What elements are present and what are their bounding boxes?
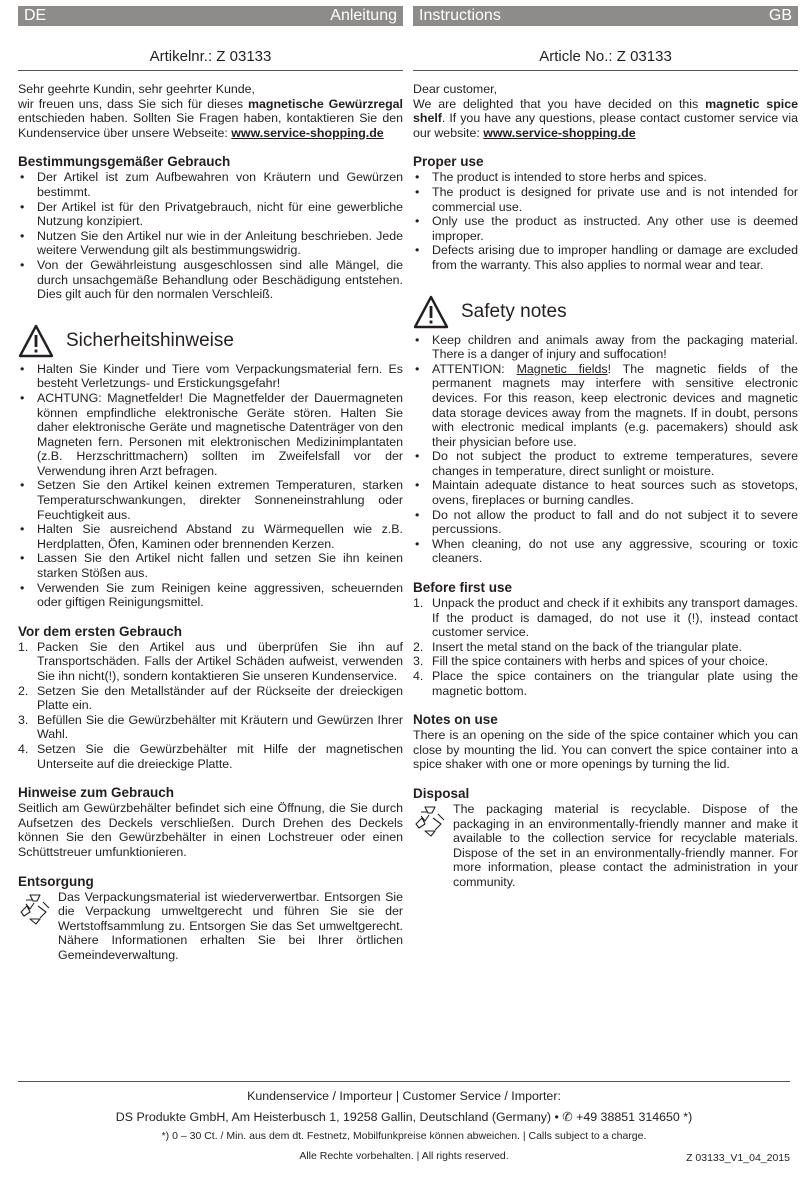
list-item: • Do not allow the product to fall and do not subject it to severe percussions.	[413, 508, 798, 537]
list-item: • Von der Gewährleistung ausgeschlossen sind alle Mängel, die durch unsachgemäße Behandlung oder Beschädigung entstehen. Dies gilt auch für den normalen Verschleiß.	[18, 258, 403, 302]
attention-label: ATTENTION:	[432, 361, 517, 376]
greeting-en: Dear customer,	[413, 82, 498, 96]
step-text: Setzen Sie den Metallständer auf der Rückseite der dreieckigen Platte ein.	[37, 683, 403, 713]
intro-text-2-de: entschieden haben. Sollten Sie Fragen haben, kontaktieren Sie den Kundenservice über unsere Webseite:	[18, 111, 403, 140]
magnetic-fields-text: Magnetic fields	[516, 361, 608, 376]
list-item: • Der Artikel ist für den Privatgebrauch, nicht für eine gewerbliche Nutzung konzipiert.	[18, 200, 403, 229]
step-text: Place the spice containers on the triangular plate using the magnetic bottom.	[432, 669, 798, 698]
first-use-list-de	[18, 640, 403, 771]
german-header-bar	[18, 6, 403, 26]
footer-phone: +49 38851 314650 *)	[572, 1110, 693, 1124]
footer-charge-note: *) 0 – 30 Ct. / Min. aus dem dt. Festnetz, Mobilfunkpreise können abweichen. | Calls subject to a charge.	[161, 1130, 647, 1142]
footer-address: DS Produkte GmbH, Am Heisterbusch 1, 19258 Gallin, Deutschland (Germany) •	[115, 1110, 563, 1124]
article-number-en: Article No.: Z 03133	[413, 48, 798, 71]
german-column	[18, 6, 403, 963]
disposal-heading-en: Disposal	[413, 785, 470, 801]
disposal-heading-de: Entsorgung	[18, 873, 94, 889]
intro-en	[413, 97, 798, 141]
header-title-en: Instructions	[419, 7, 501, 24]
language-code-en: GB	[768, 7, 792, 24]
list-item: 1. Packen Sie den Artikel aus und überprüfen Sie ihn auf Transportschäden. Falls der Artikel Schäden aufweist, verwenden Sie ihn nicht(!), sondern kontaktieren Sie unseren Kundenservice.	[18, 639, 403, 683]
list-item: • Lassen Sie den Artikel nicht fallen und setzen Sie ihn keinen starken Stößen aus.	[18, 551, 403, 580]
intro-text-en: We are delighted that you have decided on this	[413, 96, 706, 111]
article-number-de: Artikelnr.: Z 03133	[18, 48, 403, 71]
intro-text-2-en: . If you have any questions, please contact customer service via our website:	[413, 111, 798, 140]
footer-address-line	[18, 1109, 790, 1124]
list-item: • Do not subject the product to extreme temperatures, severe changes in temperature, direct sunlight or moisture.	[413, 449, 798, 478]
disposal-text-de: Das Verpackungsmaterial ist wiederverwertbar. Entsorgen Sie die Verpackung umweltgerecht und führen Sie sie der Wertstoffsammlung zu. Entsorgen Sie das Set umweltgerecht. Nähere Informationen erhalten Sie bei Ihrer örtlichen Gemeindeverwaltung.	[58, 889, 403, 962]
safety-heading-en: Safety notes	[461, 300, 567, 322]
recycle-icon	[413, 804, 447, 838]
list-item: 3. Fill the spice containers with herbs and spices of your choice.	[413, 654, 769, 669]
list-item: • Verwenden Sie zum Reinigen keine aggressiven, scheuernden oder giftigen Reinigungsmittel.	[18, 581, 403, 610]
list-item: • Setzen Sie den Artikel keinen extremen Temperaturen, starken Temperaturschwankungen, direkter Sonneneinstrahlung oder Feuchtigkeit aus.	[18, 478, 403, 522]
list-item: • Only use the product as instructed. Any other use is deemed improper.	[413, 214, 798, 243]
phone-icon: ✆	[562, 1110, 573, 1124]
list-item: • Defects arising due to improper handling or damage are excluded from the warranty. This also applies to normal wear and tear.	[413, 243, 798, 272]
list-item: 1. Unpack the product and check if it exhibits any transport damages. If the product is damaged, do not use it (!), instead contact customer service.	[413, 596, 798, 640]
first-use-list-en	[413, 596, 798, 698]
list-item: 4. Place the spice containers on the triangular plate using the magnetic bottom.	[413, 669, 798, 698]
list-item: • ACHTUNG: Magnetfelder! Die Magnetfelder der Dauermagneten können empfindliche elektronische Geräte stören. Halten Sie daher elektronische Geräte und magnetische Datenträger von den Magneten fern. Personen mit elektronischen Medizinimplantaten (z.B. Herzschrittmachern) sollten im Zweifelsfall vor der Verwendung ihren Arzt befragen.	[18, 391, 403, 479]
language-code-de: DE	[24, 7, 47, 24]
recycle-icon	[18, 892, 52, 926]
step-text: Insert the metal stand on the back of the triangular plate.	[432, 639, 742, 654]
attention-text: ! The magnetic fields of the permanent magnets may interfere with sensitive electronic devices. For this reason, keep electronic devices and magnetic data storage devices away from the magnets. If in doubt, persons with electronic medical implants (e.g. pacemakers) should ask their physician before use.	[432, 361, 798, 449]
safety-heading-row-de	[18, 324, 403, 358]
proper-use-heading-en: Proper use	[413, 154, 484, 170]
first-use-heading-de: Vor dem ersten Gebrauch	[18, 623, 183, 639]
english-header-bar	[413, 6, 798, 26]
list-item: • Halten Sie Kinder und Tiere vom Verpackungsmaterial fern. Es besteht Verletzungs- und Erstickungsgefahr!	[18, 362, 403, 391]
intro-text-de: wir freuen uns, dass Sie sich für dieses	[18, 96, 248, 111]
disposal-text-en: The packaging material is recyclable. Dispose of the packaging in an environmentally-friendly manner and make it available to the collection service for recyclable materials. Dispose of the set in an environmentally-friendly manner. For more information, please contact the administration in your community.	[453, 801, 798, 889]
document-code: Z 03133_V1_04_2015	[686, 1152, 790, 1164]
warning-triangle-icon	[18, 324, 54, 358]
safety-list-de	[18, 362, 403, 610]
notes-heading-de: Hinweise zum Gebrauch	[18, 785, 175, 801]
safety-heading-de: Sicherheitshinweise	[66, 329, 234, 351]
list-item: • The product is intended to store herbs and spices.	[413, 170, 798, 185]
list-item: • Keep children and animals away from the packaging material. There is a danger of injury and suffocation!	[413, 333, 798, 362]
list-item	[413, 362, 798, 450]
greeting-de: Sehr geehrte Kundin, sehr geehrter Kunde,	[18, 82, 255, 96]
list-item: 2. Setzen Sie den Metallständer auf der Rückseite der dreieckigen Platte ein.	[18, 683, 403, 713]
list-item: • When cleaning, do not use any aggressive, scouring or toxic cleaners.	[413, 537, 798, 566]
disposal-block-en	[413, 802, 798, 890]
step-text: Unpack the product and check if it exhibits any transport damages. If the product is damaged, do not use it (!), instead contact customer service.	[432, 596, 798, 640]
proper-use-list-en	[413, 170, 798, 272]
website-link-en[interactable]: www.service-shopping.de	[483, 125, 636, 140]
proper-use-heading-de: Bestimmungsgemäßer Gebrauch	[18, 154, 231, 170]
list-item: 4. Setzen Sie die Gewürzbehälter mit Hilfe der magnetischen Unterseite auf die dreieckige Platte.	[18, 741, 403, 771]
list-item: 2. Insert the metal stand on the back of the triangular plate.	[413, 639, 742, 654]
list-item: • Maintain adequate distance to heat sources such as stovetops, ovens, fireplaces or burning candles.	[413, 478, 798, 507]
website-link-de[interactable]: www.service-shopping.de	[231, 125, 384, 140]
footer-service-line: Kundenservice / Importeur | Customer Service / Importer:	[247, 1089, 561, 1103]
proper-use-list-de	[18, 170, 403, 301]
list-item: 3. Befüllen Sie die Gewürzbehälter mit Kräutern und Gewürzen Ihrer Wahl.	[18, 712, 403, 742]
notes-text-en: There is an opening on the side of the spice container which you can close by mounting the lid. You can convert the spice container into a spice shaker with one or more openings by turning the lid.	[413, 728, 798, 772]
intro-de	[18, 97, 403, 141]
footer	[18, 1081, 790, 1162]
list-item: • Halten Sie ausreichend Abstand zu Wärmequellen wie z.B. Herdplatten, Öfen, Kaminen oder brennenden Kerzen.	[18, 522, 403, 551]
product-name-en: magnetic spice shelf	[413, 96, 798, 126]
english-column	[413, 6, 798, 890]
list-item: • The product is designed for private use and is not intended for commercial use.	[413, 185, 798, 214]
footer-rights: Alle Rechte vorbehalten. | All rights reserved.	[299, 1150, 509, 1162]
step-text: Packen Sie den Artikel aus und überprüfen Sie ihn auf Transportschäden. Falls der Artikel Schäden aufweist, verwenden Sie ihn nicht(!), sondern kontaktieren Sie unseren Kundenservice.	[37, 639, 403, 683]
step-text: Setzen Sie die Gewürzbehälter mit Hilfe der magnetischen Unterseite auf die dreieckige Platte.	[37, 741, 403, 771]
notes-heading-en: Notes on use	[413, 712, 498, 728]
header-title-de: Anleitung	[330, 7, 397, 24]
first-use-heading-en: Before first use	[413, 580, 513, 596]
disposal-block-de	[18, 890, 403, 963]
list-item: • Der Artikel ist zum Aufbewahren von Kräutern und Gewürzen bestimmt.	[18, 170, 403, 199]
warning-triangle-icon	[413, 295, 449, 329]
notes-text-de: Seitlich am Gewürzbehälter befindet sich eine Öffnung, die Sie durch Aufsetzen des Deckels verschließen. Durch Drehen des Deckels können Sie den Gewürzbehälter in einen Lochstreuer oder einen Schüttstreuer umfunktionieren.	[18, 801, 403, 859]
step-text: Fill the spice containers with herbs and spices of your choice.	[432, 654, 769, 669]
safety-list-en	[413, 333, 798, 567]
safety-heading-row-en	[413, 295, 798, 329]
step-text: Befüllen Sie die Gewürzbehälter mit Kräutern und Gewürzen Ihrer Wahl.	[37, 712, 403, 742]
product-name-de: magnetische Gewürzregal	[247, 96, 404, 111]
list-item: • Nutzen Sie den Artikel nur wie in der Anleitung beschrieben. Jede weitere Verwendung gilt als bestimmungswidrig.	[18, 229, 403, 258]
